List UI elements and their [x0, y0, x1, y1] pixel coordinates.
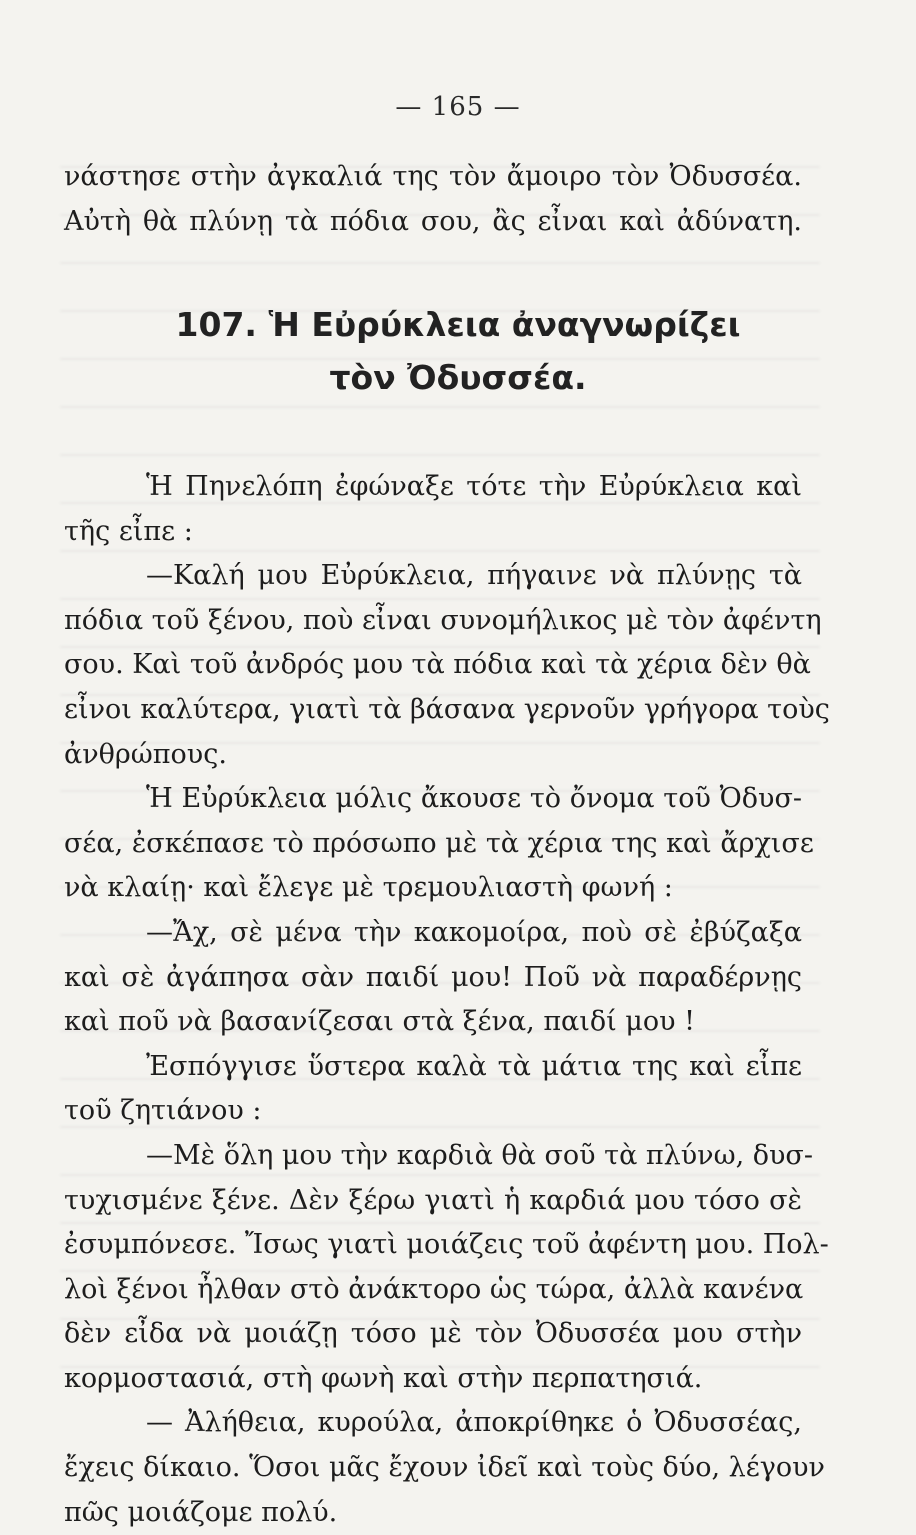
text-line: εἶνοι καλύτερα, γιατὶ τὰ βάσανα γερνοῦν γρήγορα τοὺς	[64, 693, 830, 725]
text-line: σέα, ἐσκέπασε τὸ πρόσωπο μὲ τὰ χέρια της καὶ ἄρχισε	[64, 827, 814, 859]
text-line: ἀνθρώπους.	[64, 738, 227, 770]
text-line: —Ἄχ, σὲ μένα τὴν κακομοίρα, ποὺ σὲ ἐβύζαξα	[146, 916, 802, 948]
section-heading-continued: τὸν Ὀδυσσέα.	[329, 358, 587, 397]
text-line: Ἡ Πηνελόπη ἐφώναξε τότε τὴν Εὐρύκλεια καὶ	[146, 471, 802, 502]
text-line: πῶς μοιάζομε πολύ.	[64, 1496, 338, 1528]
text-line: λοὶ ξένοι ἦλθαν στὸ ἀνάκτορο ὡς τώρα, ἀλλὰ κανένα	[64, 1273, 804, 1305]
text-line: νὰ κλαίῃ· καὶ ἔλεγε μὲ τρεμουλιαστὴ φωνή :	[64, 872, 673, 904]
intro-paragraph	[64, 155, 802, 244]
text-line: τυχισμένε ξένε. Δὲν ξέρω γιατὶ ἡ καρδιά μου τόσο σὲ	[64, 1184, 802, 1216]
body-text	[64, 465, 830, 1535]
text-line: πόδια τοῦ ξένου, ποὺ εἶναι συνομήλικος μὲ τὸν ἀφέντη	[64, 604, 822, 636]
page-number: — 165 —	[395, 92, 521, 122]
text-line: Αὐτὴ θὰ πλύνῃ τὰ πόδια σου, ἂς εἶναι καὶ ἀδύνατη.	[64, 205, 802, 237]
text-line: Ἐσπόγγισε ὕστερα καλὰ τὰ μάτια της καὶ εἶπε	[146, 1050, 802, 1082]
text-line: κορμοστασιά, στὴ φωνὴ καὶ στὴν περπατησιά.	[64, 1362, 703, 1394]
text-line: ἐσυμπόνεσε. Ἴσως γιατὶ μοιάζεις τοῦ ἀφέντη μου. Πολ-	[64, 1229, 829, 1261]
text-line: καὶ σὲ ἀγάπησα σὰν παιδί μου! Ποῦ νὰ παραδέρνῃς	[64, 961, 802, 993]
text-line: — Ἀλήθεια, κυρούλα, ἀποκρίθηκε ὁ Ὀδυσσέας,	[146, 1407, 802, 1439]
section-heading: 107. Ἡ Εὐρύκλεια ἀναγνωρίζει	[175, 305, 741, 344]
text-line: νάστησε στὴν ἀγκαλιά της τὸν ἄμοιρο τὸν Ὀδυσσέα.	[64, 161, 802, 192]
text-line: σου. Καὶ τοῦ ἀνδρός μου τὰ πόδια καὶ τὰ χέρια δὲν θὰ	[64, 649, 811, 681]
text-line: τοῦ ζητιάνου :	[64, 1095, 262, 1127]
text-line: —Μὲ ὅλη μου τὴν καρδιὰ θὰ σοῦ τὰ πλύνω, δυσ-	[146, 1139, 813, 1171]
text-line: δὲν εἶδα νὰ μοιάζῃ τόσο μὲ τὸν Ὀδυσσέα μου στὴν	[64, 1318, 802, 1350]
text-line: Ἡ Εὐρύκλεια μόλις ἄκουσε τὸ ὄνομα τοῦ Ὀδυσ-	[146, 783, 802, 815]
text-line: ἔχεις δίκαιο. Ὅσοι μᾶς ἔχουν ἰδεῖ καὶ τοὺς δύο, λέγουν	[64, 1452, 825, 1484]
text-line: τῆς εἶπε :	[64, 515, 193, 547]
text-line: καὶ ποῦ νὰ βασανίζεσαι στὰ ξένα, παιδί μου !	[64, 1006, 695, 1038]
text-line: —Καλή μου Εὐρύκλεια, πήγαινε νὰ πλύνῃς τὰ	[146, 560, 802, 592]
